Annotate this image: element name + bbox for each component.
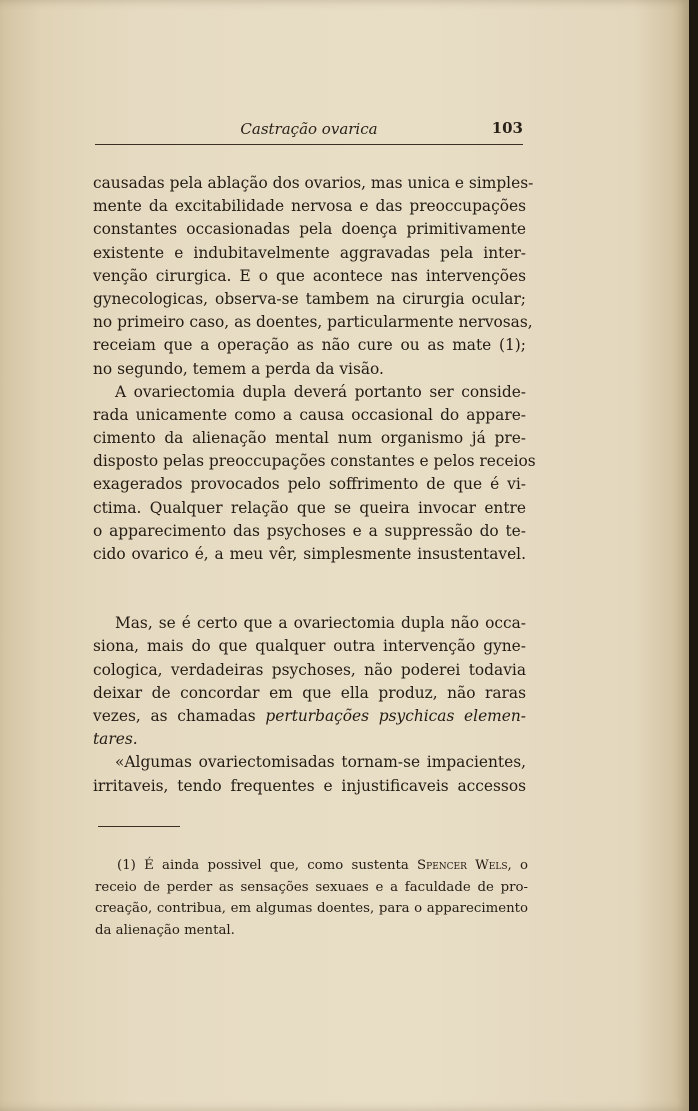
text-line: gynecologicas, observa-se tambem na cirurgia ocular; <box>93 289 526 308</box>
text-line: cido ovarico é, a meu vêr, simplesmente insustentavel. <box>93 545 526 563</box>
text-line: receiam que a operação as não cure ou as mate (1); <box>93 336 526 355</box>
text-line: causadas pela ablação dos ovarios, mas unica e simples- <box>93 174 534 192</box>
footnote-line <box>95 855 528 877</box>
text-line: constantes occasionadas pela doença primitivamente <box>93 220 526 239</box>
text-line <box>93 705 526 728</box>
footnote-rule <box>98 826 180 827</box>
text-line: A ovariectomia dupla deverá portanto ser conside- <box>115 382 526 401</box>
text-line: exagerados provocados pelo soffrimento de que é vi- <box>93 475 526 494</box>
footnote-line: da alienação mental. <box>95 923 235 939</box>
paragraph-3 <box>93 612 526 751</box>
paragraph-2 <box>93 381 536 567</box>
emphasized-term: perturbações psychicas elemen- <box>265 706 526 725</box>
text-line: deixar de concordar em que ella produz, não raras <box>93 683 526 702</box>
text-line: cimento da alienação mental num organismo já pre- <box>93 429 526 448</box>
text-line: existente e indubitavelmente aggravadas pela inter- <box>93 243 526 262</box>
text-line: siona, mais do que qualquer outra intervenção gyne- <box>93 637 526 656</box>
text-line: o apparecimento das psychoses e a suppressão do te- <box>93 521 526 540</box>
section-gap <box>93 566 526 612</box>
paragraph-4 <box>93 751 526 797</box>
footnote <box>95 855 528 942</box>
text-line: Mas, se é certo que a ovariectomia dupla não occa- <box>115 614 526 633</box>
page-number: 103 <box>491 119 523 137</box>
text-line: «Algumas ovariectomisadas tornam-se impacientes, <box>115 753 526 772</box>
footnote-line: receio de perder as sensações sexuaes e a faculdade de pro- <box>95 879 528 895</box>
footnote-author: Spencer Wels <box>417 858 508 873</box>
text-line: cologica, verdadeiras psychoses, não poderei todavia <box>93 660 526 679</box>
footnote-text: , o <box>507 858 528 873</box>
text-line: ctima. Qualquer relação que se queira invocar entre <box>93 498 526 517</box>
footnote-text: (1) É ainda possivel que, como sustenta <box>117 858 418 873</box>
running-header <box>95 118 523 145</box>
footnote-line: creação, contribua, em algumas doentes, para o apparecimento <box>95 901 528 917</box>
text-line: disposto pelas preoccupações constantes e pelos receios <box>93 452 536 471</box>
text-segment: vezes, as chamadas <box>93 706 266 725</box>
text-line: no segundo, temem a perda da visão. <box>93 359 384 378</box>
emphasized-term-end: tares. <box>93 730 138 749</box>
text-line: no primeiro caso, as doentes, particularmente nervosas, <box>93 313 533 332</box>
text-line: irritaveis, tendo frequentes e injustificaveis accessos <box>93 776 526 795</box>
running-title: Castração ovarica <box>240 120 378 138</box>
text-line: rada unicamente como a causa occasional do appare- <box>93 405 526 424</box>
body-text <box>93 172 536 798</box>
text-line: venção cirurgica. E o que acontece nas intervenções <box>93 266 526 285</box>
text-line: mente da excitabilidade nervosa e das preoccupações <box>93 197 526 216</box>
paragraph-1 <box>93 172 534 381</box>
